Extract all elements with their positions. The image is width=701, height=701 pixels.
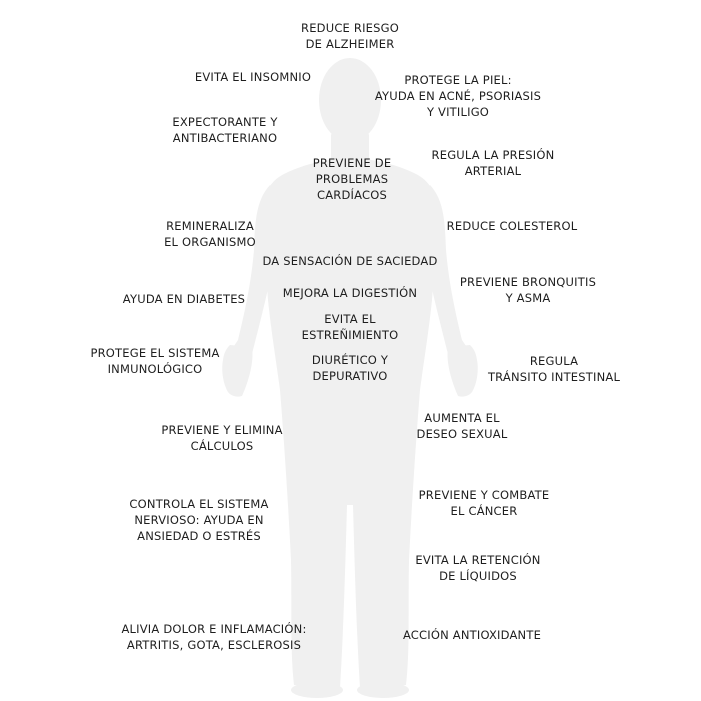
benefit-line: PREVIENE BRONQUITIS (459, 275, 597, 289)
silhouette-right-arm (423, 185, 470, 354)
silhouette-left-foot (291, 682, 343, 698)
benefit-line: REDUCE COLESTEROL (446, 219, 578, 233)
benefit-line: DE ALZHEIMER (305, 37, 395, 51)
benefit-line: ARTRITIS, GOTA, ESCLEROSIS (126, 638, 302, 652)
benefit-piel (368, 72, 548, 120)
benefit-line: ALIVIA DOLOR E INFLAMACIÓN: (121, 622, 307, 636)
benefit-line: ESTREÑIMIENTO (301, 328, 399, 342)
benefit-line: ANTIBACTERIANO (172, 131, 278, 145)
benefit-line: DESEO SEXUAL (416, 427, 508, 441)
benefit-line: CÁLCULOS (190, 439, 254, 453)
benefit-line: EXPECTORANTE Y (172, 115, 278, 129)
benefit-saciedad (255, 253, 445, 269)
benefit-line: REDUCE RIESGO (301, 21, 399, 35)
benefit-calculos (142, 422, 302, 454)
benefit-line: EVITA EL INSOMNIO (194, 70, 312, 84)
benefit-line: PROTEGE EL SISTEMA (90, 346, 220, 360)
benefit-line: EL ORGANISMO (164, 235, 256, 249)
benefit-transito (474, 353, 634, 385)
benefit-line: PROBLEMAS (315, 172, 389, 186)
silhouette-left-arm (230, 185, 277, 354)
benefit-line: EVITA EL (324, 312, 376, 326)
benefit-nervioso (114, 496, 284, 544)
benefit-line: MEJORA LA DIGESTIÓN (282, 286, 418, 300)
benefit-line: INMUNOLÓGICO (107, 362, 203, 376)
benefit-liquidos (398, 552, 558, 584)
benefit-digestion (275, 285, 425, 301)
benefit-line: ACCIÓN ANTIOXIDANTE (402, 628, 542, 642)
benefit-line: PROTEGE LA PIEL: (404, 73, 512, 87)
benefit-line: TRÁNSITO INTESTINAL (487, 370, 621, 384)
benefit-line: CARDÍACOS (317, 188, 387, 202)
benefit-colesterol (437, 218, 587, 234)
benefit-artritis (104, 621, 324, 653)
benefit-line: ARTERIAL (464, 164, 522, 178)
benefit-deseo (397, 410, 527, 442)
benefit-line: NERVIOSO: AYUDA EN (134, 513, 264, 527)
benefit-line: AUMENTA EL (424, 411, 500, 425)
benefit-line: Y ASMA (505, 291, 551, 305)
benefit-line: Y VITILIGO (426, 105, 490, 119)
benefit-presion (418, 147, 568, 179)
benefit-line: DA SENSACIÓN DE SACIEDAD (262, 254, 438, 268)
benefit-line: ANSIEDAD O ESTRÉS (137, 529, 261, 543)
benefit-line: PREVIENE Y ELIMINA (161, 423, 283, 437)
benefit-estrenimiento (285, 311, 415, 343)
benefit-remineraliza (150, 218, 270, 250)
benefit-line: DE LÍQUIDOS (439, 569, 517, 583)
benefit-line: REGULA (529, 354, 579, 368)
benefit-line: PREVIENE DE (312, 156, 392, 170)
benefit-expectorante (160, 114, 290, 146)
benefit-cardiacos (297, 155, 407, 203)
benefit-line: REGULA LA PRESIÓN (431, 148, 555, 162)
benefit-diabetes (109, 291, 259, 307)
benefit-line: REMINERALIZA (166, 219, 254, 233)
benefit-insomnio (183, 69, 323, 85)
benefit-alzheimer (285, 20, 415, 52)
benefit-line: AYUDA EN ACNÉ, PSORIASIS (374, 89, 542, 103)
benefit-line: CONTROLA EL SISTEMA (129, 497, 269, 511)
benefit-line: PREVIENE Y COMBATE (418, 488, 550, 502)
benefit-line: EL CÁNCER (450, 504, 518, 518)
silhouette-right-foot (357, 682, 409, 698)
benefit-inmunologico (75, 345, 235, 377)
benefit-antioxidante (392, 627, 552, 643)
benefit-bronquitis (446, 274, 610, 306)
benefit-line: AYUDA EN DIABETES (122, 292, 246, 306)
benefit-diuretico (292, 352, 408, 384)
benefit-line: DEPURATIVO (312, 369, 388, 383)
benefit-line: DIURÉTICO Y (311, 353, 389, 367)
benefit-line: EVITA LA RETENCIÓN (415, 553, 541, 567)
benefit-cancer (402, 487, 566, 519)
